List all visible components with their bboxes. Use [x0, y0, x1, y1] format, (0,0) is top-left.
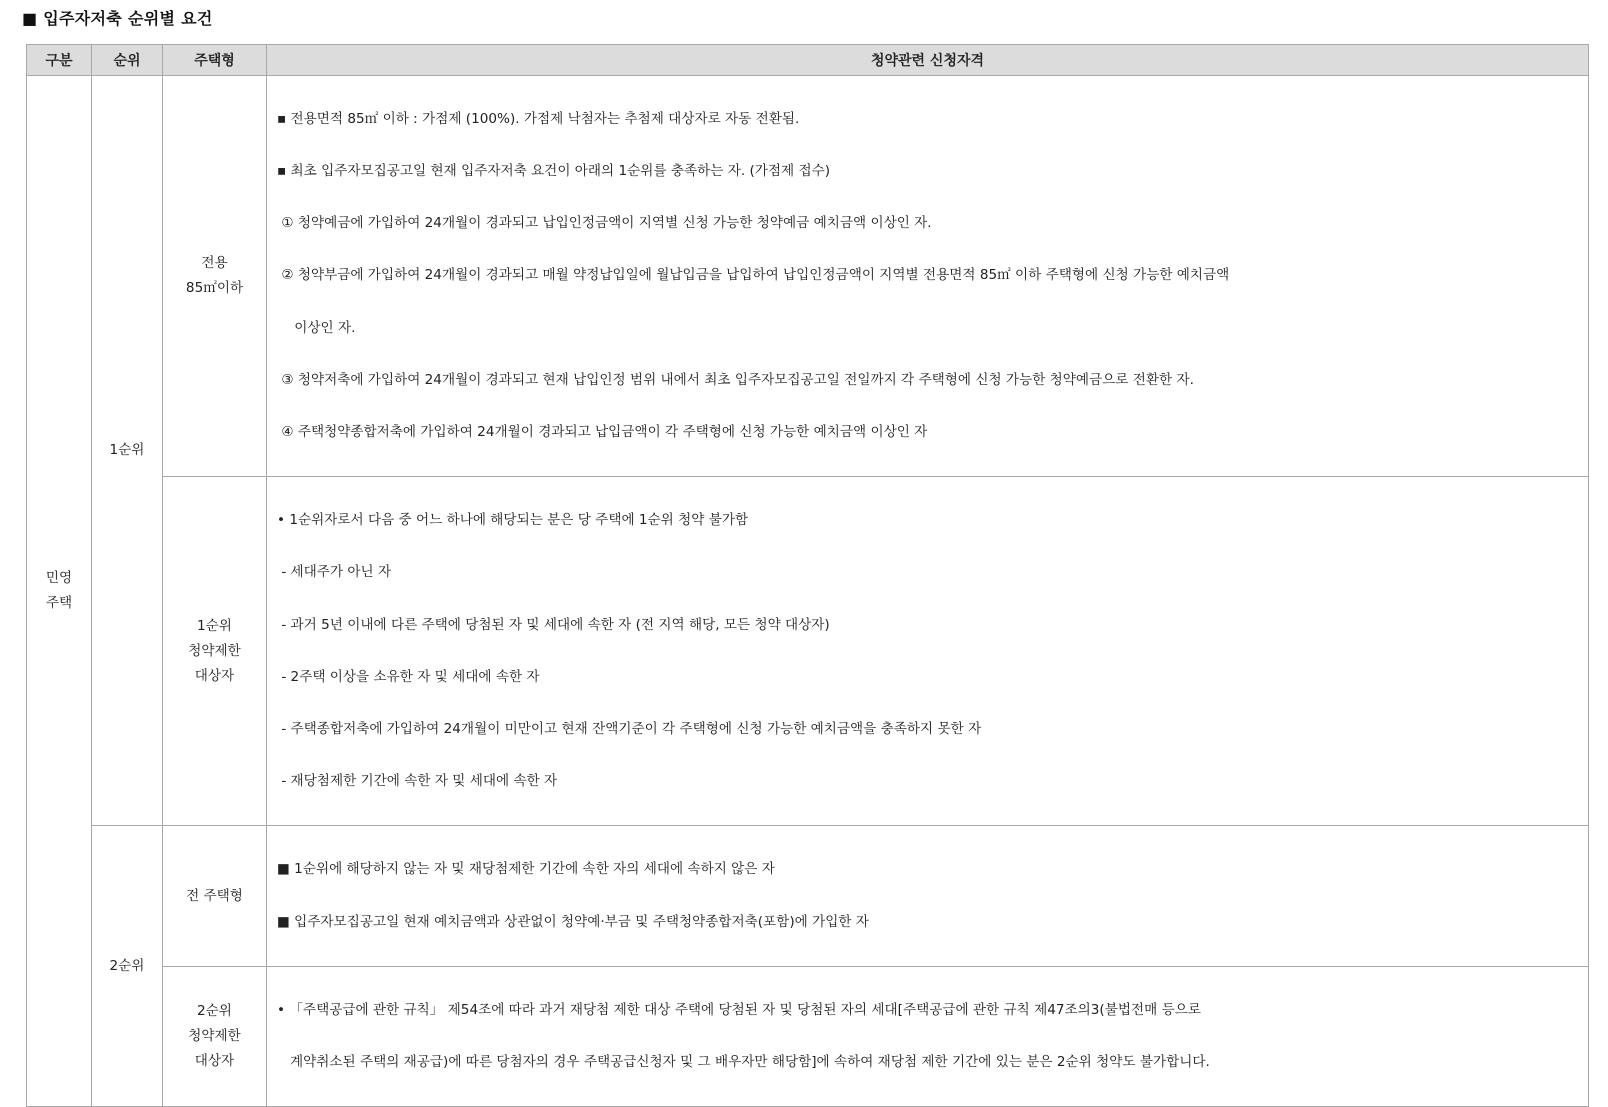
- table-row: [27, 826, 1589, 966]
- header-housing-type: 주택형: [163, 45, 267, 76]
- qualification-line: - 2주택 이상을 소유한 자 및 세대에 속한 자: [277, 668, 540, 685]
- housing-type-line: 전용: [201, 255, 228, 272]
- housing-type-line: 2순위: [197, 1002, 232, 1019]
- qualification-line: - 주택종합저축에 가입하여 24개월이 미만이고 현재 잔액기준이 각 주택형에 신청 가능한 예치금액을 충족하지 못한 자: [277, 721, 982, 738]
- housing-type-line: 대상자: [194, 667, 235, 684]
- table-header-row: [27, 45, 1589, 76]
- housing-type-cell: [163, 477, 267, 826]
- category-line: 민영: [45, 569, 73, 586]
- qualification-line: ② 청약부금에 가입하여 24개월이 경과되고 매월 약정납입일에 월납입금을 납입하여 납입인정금액이 지역별 전용면적 85㎡ 이하 주택형에 신청 가능한 예치금액: [277, 267, 1230, 284]
- housing-type-cell: [163, 76, 267, 477]
- header-qualification: 청약관련 신청자격: [267, 45, 1589, 76]
- category-cell: [27, 76, 92, 1107]
- qualification-line: - 재당첨제한 기간에 속한 자 및 세대에 속한 자: [277, 773, 558, 790]
- qualification-line: 이상인 자.: [277, 319, 356, 336]
- housing-type-cell: [163, 826, 267, 966]
- housing-type-line: 대상자: [194, 1052, 235, 1069]
- header-rank: 순위: [92, 45, 163, 76]
- section-title: ■ 입주자저축 순위별 요건: [22, 9, 213, 28]
- qualification-line: ■ 입주자모집공고일 현재 예치금액과 상관없이 청약예·부금 및 주택청약종합저축(포함)에 가입한 자: [277, 913, 869, 930]
- qualification-line: 계약취소된 주택의 재공급)에 따른 당첨자의 경우 주택공급신청자 및 그 배우자만 해당함]에 속하여 재당첨 제한 기간에 있는 분은 2순위 청약도 불가합니다.: [277, 1053, 1210, 1070]
- qualification-cell: [267, 477, 1589, 826]
- qualification-cell: [267, 966, 1589, 1106]
- qualification-line: ▪ 최초 입주자모집공고일 현재 입주자저축 요건이 아래의 1순위를 충족하는 자. (가점제 접수): [277, 163, 831, 180]
- qualification-line: • 「주택공급에 관한 규칙」 제54조에 따라 과거 재당첨 제한 대상 주택에 당첨된 자 및 당첨된 자의 세대[주택공급에 관한 규칙 제47조의3(불법전매 등으로: [277, 1001, 1201, 1018]
- qualification-line: ④ 주택청약종합저축에 가입하여 24개월이 경과되고 납입금액이 각 주택형에 신청 가능한 예치금액 이상인 자: [277, 424, 928, 441]
- qualification-line: ① 청약예금에 가입하여 24개월이 경과되고 납입인정금액이 지역별 신청 가능한 청약예금 예치금액 이상인 자.: [277, 215, 932, 232]
- qualification-cell: [267, 826, 1589, 966]
- rank-2-cell: 2순위: [92, 826, 163, 1107]
- qualification-line: - 세대주가 아닌 자: [277, 564, 392, 581]
- qualification-line: ■ 1순위에 해당하지 않는 자 및 재당첨제한 기간에 속한 자의 세대에 속하지 않은 자: [277, 861, 775, 878]
- category-line: 주택: [45, 594, 73, 611]
- qualification-line: ▪ 전용면적 85㎡ 이하 : 가점제 (100%). 가점제 낙첨자는 추첨제 대상자로 자동 전환됨.: [277, 110, 800, 127]
- table-row: [27, 76, 1589, 477]
- requirements-table: [26, 44, 1589, 1107]
- housing-type-line: 1순위: [197, 617, 232, 634]
- rank-1-cell: 1순위: [92, 76, 163, 826]
- table-row: [27, 966, 1589, 1106]
- qualification-line: ③ 청약저축에 가입하여 24개월이 경과되고 현재 납입인정 범위 내에서 최초 입주자모집공고일 전일까지 각 주택형에 신청 가능한 청약예금으로 전환한 자.: [277, 371, 1194, 388]
- header-category: 구분: [27, 45, 92, 76]
- table-row: [27, 477, 1589, 826]
- housing-type-line: 청약제한: [188, 642, 241, 659]
- housing-type-line: 전 주택형: [186, 887, 243, 904]
- qualification-line: • 1순위자로서 다음 중 어느 하나에 해당되는 분은 당 주택에 1순위 청약 불가함: [277, 512, 749, 529]
- qualification-cell: [267, 76, 1589, 477]
- qualification-line: - 과거 5년 이내에 다른 주택에 당첨된 자 및 세대에 속한 자 (전 지역 해당, 모든 청약 대상자): [277, 616, 830, 633]
- housing-type-cell: [163, 966, 267, 1106]
- housing-type-line: 청약제한: [188, 1027, 241, 1044]
- housing-type-line: 85㎡이하: [185, 280, 244, 297]
